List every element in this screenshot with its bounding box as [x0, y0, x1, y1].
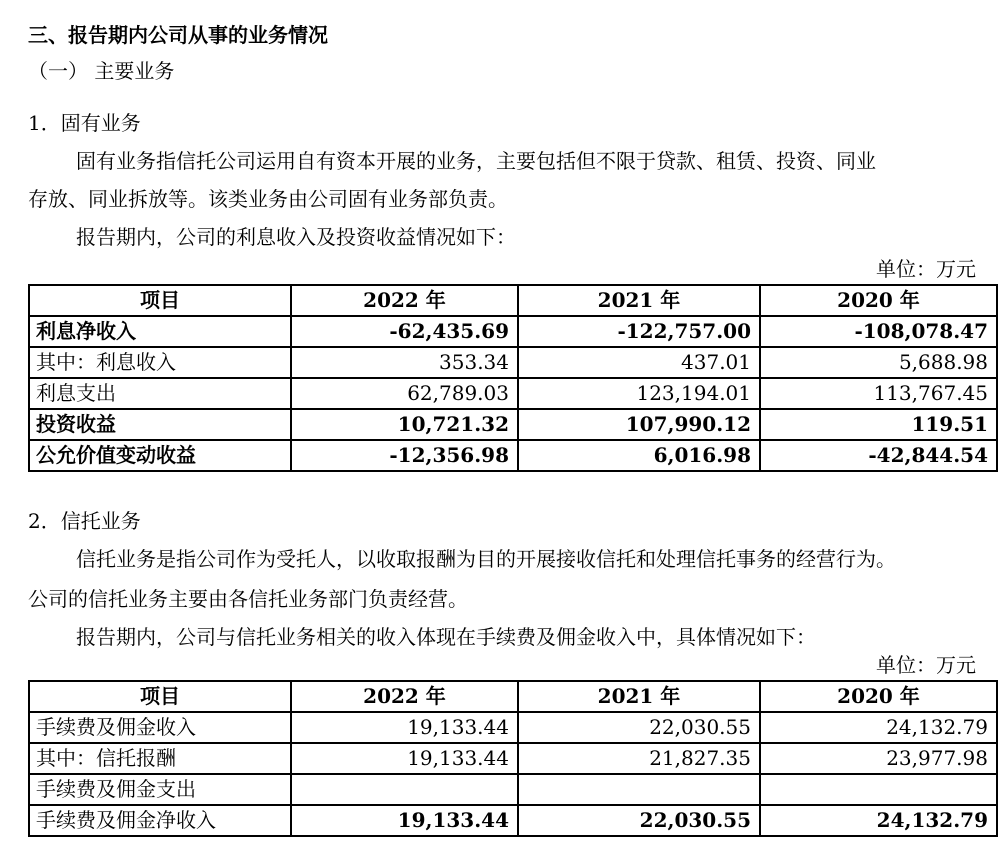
row-value-2020: -42,844.54	[760, 440, 997, 471]
header-item: 项目	[29, 681, 291, 712]
row-item: 手续费及佣金收入	[29, 712, 291, 743]
header-2021: 2021 年	[518, 285, 760, 316]
row-value-2021: 437.01	[518, 347, 760, 378]
row-item: 公允价值变动收益	[29, 440, 291, 471]
table-row	[29, 378, 997, 409]
section1-intro: 报告期内，公司的利息收入及投资收益情况如下：	[76, 225, 516, 249]
section2-paragraph-line1: 信托业务是指公司作为受托人，以收取报酬为目的开展接收信托和处理信托事务的经营行为。	[76, 547, 896, 571]
table-row	[29, 774, 997, 805]
table-row	[29, 743, 997, 774]
section1-paragraph-line1: 固有业务指信托公司运用自有资本开展的业务，主要包括但不限于贷款、租赁、投资、同业	[76, 149, 876, 173]
row-value-2020: 23,977.98	[760, 743, 997, 774]
row-value-2020: 113,767.45	[760, 378, 997, 409]
row-item: 利息净收入	[29, 316, 291, 347]
row-item: 投资收益	[29, 409, 291, 440]
section2-intro: 报告期内，公司与信托业务相关的收入体现在手续费及佣金收入中，具体情况如下：	[76, 625, 816, 649]
table-header-row	[29, 681, 997, 712]
subsection-heading: （一） 主要业务	[28, 59, 175, 83]
interest-income-table	[28, 284, 998, 472]
table-row	[29, 712, 997, 743]
row-value-2021	[518, 774, 760, 805]
section2-paragraph-line2: 公司的信托业务主要由各信托业务部门负责经营。	[28, 587, 468, 611]
section2-title: 2．信托业务	[28, 509, 141, 533]
section1-title: 1．固有业务	[28, 111, 141, 135]
row-value-2021: 123,194.01	[518, 378, 760, 409]
section2-unit-label: 单位：万元	[876, 653, 976, 677]
row-value-2021: 22,030.55	[518, 805, 760, 836]
row-value-2021: -122,757.00	[518, 316, 760, 347]
row-value-2020: 24,132.79	[760, 805, 997, 836]
row-value-2021: 22,030.55	[518, 712, 760, 743]
row-value-2020: 119.51	[760, 409, 997, 440]
row-value-2022: 353.34	[291, 347, 518, 378]
table-header-row	[29, 285, 997, 316]
row-value-2021: 21,827.35	[518, 743, 760, 774]
row-value-2022	[291, 774, 518, 805]
row-value-2022: 10,721.32	[291, 409, 518, 440]
row-value-2022: 62,789.03	[291, 378, 518, 409]
row-item: 其中：利息收入	[29, 347, 291, 378]
row-item: 手续费及佣金净收入	[29, 805, 291, 836]
row-value-2021: 107,990.12	[518, 409, 760, 440]
table-row	[29, 440, 997, 471]
row-value-2021: 6,016.98	[518, 440, 760, 471]
row-value-2022: -62,435.69	[291, 316, 518, 347]
row-value-2020: 24,132.79	[760, 712, 997, 743]
row-value-2022: 19,133.44	[291, 712, 518, 743]
header-2020: 2020 年	[760, 681, 997, 712]
header-2022: 2022 年	[291, 285, 518, 316]
section1-unit-label: 单位：万元	[876, 257, 976, 281]
row-value-2022: 19,133.44	[291, 805, 518, 836]
table-row	[29, 347, 997, 378]
row-value-2020: -108,078.47	[760, 316, 997, 347]
row-value-2020: 5,688.98	[760, 347, 997, 378]
header-2021: 2021 年	[518, 681, 760, 712]
table-row	[29, 409, 997, 440]
header-2022: 2022 年	[291, 681, 518, 712]
section-heading: 三、报告期内公司从事的业务情况	[28, 23, 328, 47]
header-item: 项目	[29, 285, 291, 316]
row-item: 其中：信托报酬	[29, 743, 291, 774]
row-value-2020	[760, 774, 997, 805]
trust-income-table	[28, 680, 998, 837]
header-2020: 2020 年	[760, 285, 997, 316]
row-item: 利息支出	[29, 378, 291, 409]
row-value-2022: 19,133.44	[291, 743, 518, 774]
row-item: 手续费及佣金支出	[29, 774, 291, 805]
table-row	[29, 805, 997, 836]
section1-paragraph-line2: 存放、同业拆放等。该类业务由公司固有业务部负责。	[28, 187, 508, 211]
table-row	[29, 316, 997, 347]
row-value-2022: -12,356.98	[291, 440, 518, 471]
